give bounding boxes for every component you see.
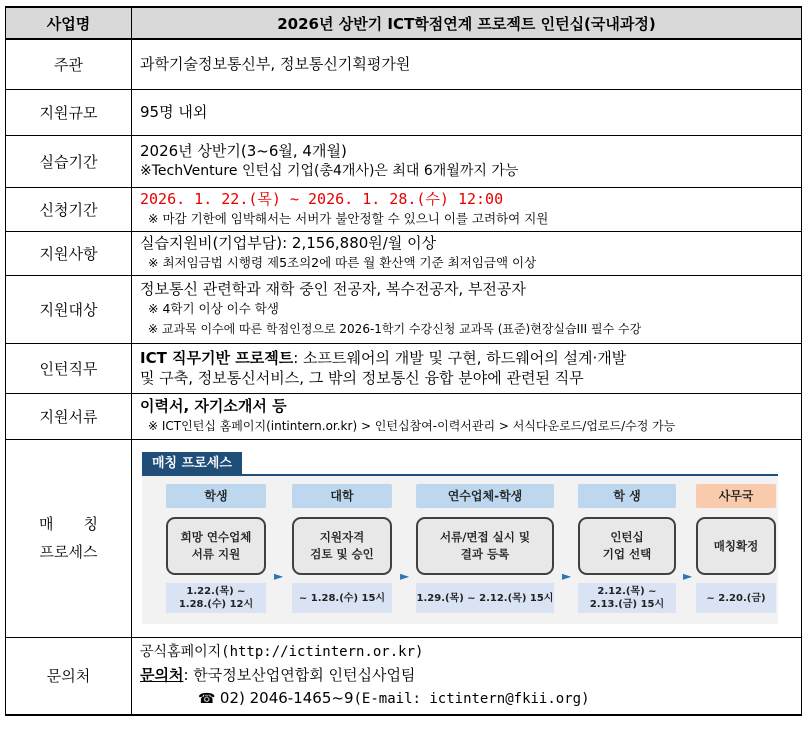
stage-date bbox=[166, 583, 266, 613]
phone-icon: ☎ bbox=[198, 690, 216, 707]
row-docs bbox=[6, 393, 802, 439]
stage-box-line: 매칭확정 bbox=[713, 538, 759, 553]
header-col1: 사업명 bbox=[6, 7, 132, 39]
stage-date-line: 2.13.(금) 15시 bbox=[589, 599, 665, 610]
row-scale bbox=[6, 89, 802, 135]
scale-text: 95명 내외 bbox=[140, 103, 208, 121]
stage-box-line: 기업 선택 bbox=[602, 547, 652, 561]
stage-company-student bbox=[416, 484, 554, 613]
row-target bbox=[6, 275, 802, 343]
period-line1: 2026년 상반기(3~6월, 4개월) bbox=[140, 142, 347, 160]
homepage-text: 공식홈페이지(http://ictintern.or.kr) bbox=[140, 643, 424, 660]
arrow-right-icon: ► bbox=[274, 569, 284, 583]
stage-student-apply bbox=[166, 484, 266, 613]
stage-date-line: 1.22.(목) ~ bbox=[186, 586, 246, 597]
row-apply bbox=[6, 187, 802, 231]
support-line1: 실습지원비(기업부담): 2,156,880원/월 이상 bbox=[140, 234, 437, 252]
stage-student-select bbox=[578, 484, 676, 613]
docs-line1: 이력서, 자기소개서 등 bbox=[140, 397, 287, 415]
stage-box bbox=[166, 517, 266, 575]
stage-cap: 연수업체-학생 bbox=[416, 484, 554, 508]
stage-date-line: 2.12.(목) ~ bbox=[597, 586, 657, 597]
header-row bbox=[6, 7, 802, 39]
stage-box bbox=[696, 517, 776, 575]
row-label: 지원대상 bbox=[6, 275, 132, 343]
stage-box-line: 지원자격 bbox=[319, 530, 365, 544]
stage-date bbox=[696, 583, 776, 613]
stage-box-line: 희망 연수업체 bbox=[180, 530, 252, 544]
target-note2: ※ 교과목 이수에 따른 학점인정으로 2026-1학기 수강신청 교과목 (표준)현장실습III 필수 수강 bbox=[148, 322, 642, 336]
duty-line2: 및 구축, 정보통신서비스, 그 밖의 정보통신 융합 분야에 관련된 직무 bbox=[140, 369, 584, 387]
duty-line1: : 소프트웨어의 개발 및 구현, 하드웨어의 설계·개발 bbox=[293, 349, 627, 367]
period-note: ※TechVenture 인턴십 기업(총4개사)은 최대 6개월까지 가능 bbox=[140, 163, 519, 179]
row-label: 지원사항 bbox=[6, 231, 132, 275]
row-label: 문의처 bbox=[6, 637, 132, 715]
row-host bbox=[6, 39, 802, 89]
stage-box-line: 서류 지원 bbox=[191, 547, 241, 561]
contact-bold: 문의처 bbox=[140, 665, 184, 684]
row-label: 신청기간 bbox=[6, 187, 132, 231]
stage-date-line: 1.28.(수) 12시 bbox=[178, 599, 254, 610]
stage-cap: 사무국 bbox=[696, 484, 776, 508]
arrow-right-icon: ► bbox=[562, 569, 572, 583]
row-period bbox=[6, 135, 802, 187]
row-label: 실습기간 bbox=[6, 135, 132, 187]
stage-box-line: 인턴십 bbox=[610, 530, 644, 544]
stage-cap: 학 생 bbox=[578, 484, 676, 508]
stage-cap: 학생 bbox=[166, 484, 266, 508]
row-label: 지원규모 bbox=[6, 89, 132, 135]
stage-university bbox=[292, 484, 392, 613]
row-label: 인턴직무 bbox=[6, 343, 132, 393]
stage-secretariat bbox=[696, 484, 776, 613]
duty-bold: ICT 직무기반 프로젝트 bbox=[140, 349, 294, 367]
arrow-right-icon: ► bbox=[400, 569, 410, 583]
stage-box-line: 검토 및 승인 bbox=[310, 547, 374, 561]
target-line1: 정보통신 관련학과 재학 중인 전공자, 복수전공자, 부전공자 bbox=[140, 280, 526, 298]
stage-box bbox=[416, 517, 554, 575]
stage-date-line: ~ 2.20.(금) bbox=[706, 592, 766, 604]
stage-date bbox=[578, 583, 676, 613]
process-label-1: 매 칭 bbox=[39, 515, 98, 533]
apply-dates: 2026. 1. 22.(목) ~ 2026. 1. 28.(수) 12:00 bbox=[140, 190, 504, 208]
stage-box bbox=[292, 517, 392, 575]
host-text: 과학기술정보통신부, 정보통신기획평가원 bbox=[140, 55, 411, 74]
process-title: 매칭 프로세스 bbox=[142, 452, 242, 476]
target-note1: ※ 4학기 이상 이수 학생 bbox=[148, 301, 279, 316]
program-info-table bbox=[5, 6, 802, 716]
row-process bbox=[6, 439, 802, 637]
row-label: 지원서류 bbox=[6, 393, 132, 439]
stage-date bbox=[416, 583, 554, 613]
stage-box-line: 결과 등록 bbox=[460, 547, 510, 561]
row-contact bbox=[6, 637, 802, 715]
apply-note: ※ 마감 기한에 임박해서는 서버가 불안정할 수 있으니 이를 고려하여 지원 bbox=[148, 211, 549, 226]
support-note: ※ 최저임금법 시행령 제5조의2에 따른 월 환산액 기준 최저임금액 이상 bbox=[148, 255, 537, 270]
row-duty bbox=[6, 343, 802, 393]
process-label-2: 프로세스 bbox=[39, 543, 98, 561]
arrow-right-icon: ► bbox=[683, 569, 693, 583]
stage-date bbox=[292, 583, 392, 613]
stage-date-line: 1.29.(목) ~ 2.12.(목) 15시 bbox=[416, 592, 554, 604]
row-support bbox=[6, 231, 802, 275]
stage-box bbox=[578, 517, 676, 575]
docs-note: ※ ICT인턴십 홈페이지(intintern.or.kr) > 인턴십참여-이력서관리 > 서식다운로드/업로드/수정 가능 bbox=[148, 419, 676, 433]
row-label: 주관 bbox=[6, 39, 132, 89]
stage-cap: 대학 bbox=[292, 484, 392, 508]
contact-org: : 한국정보산업연합회 인턴십사업팀 bbox=[183, 665, 416, 684]
matching-process-diagram bbox=[138, 448, 778, 628]
email-text: (E-mail: ictintern@fkii.org) bbox=[353, 690, 590, 707]
stage-box-line: 서류/면접 실시 및 bbox=[440, 530, 530, 544]
header-col2: 2026년 상반기 ICT학점연계 프로젝트 인턴십(국내과정) bbox=[132, 7, 802, 39]
stage-date-line: ~ 1.28.(수) 15시 bbox=[298, 592, 386, 604]
phone-number: 02) 2046-1465~9 bbox=[219, 688, 354, 707]
